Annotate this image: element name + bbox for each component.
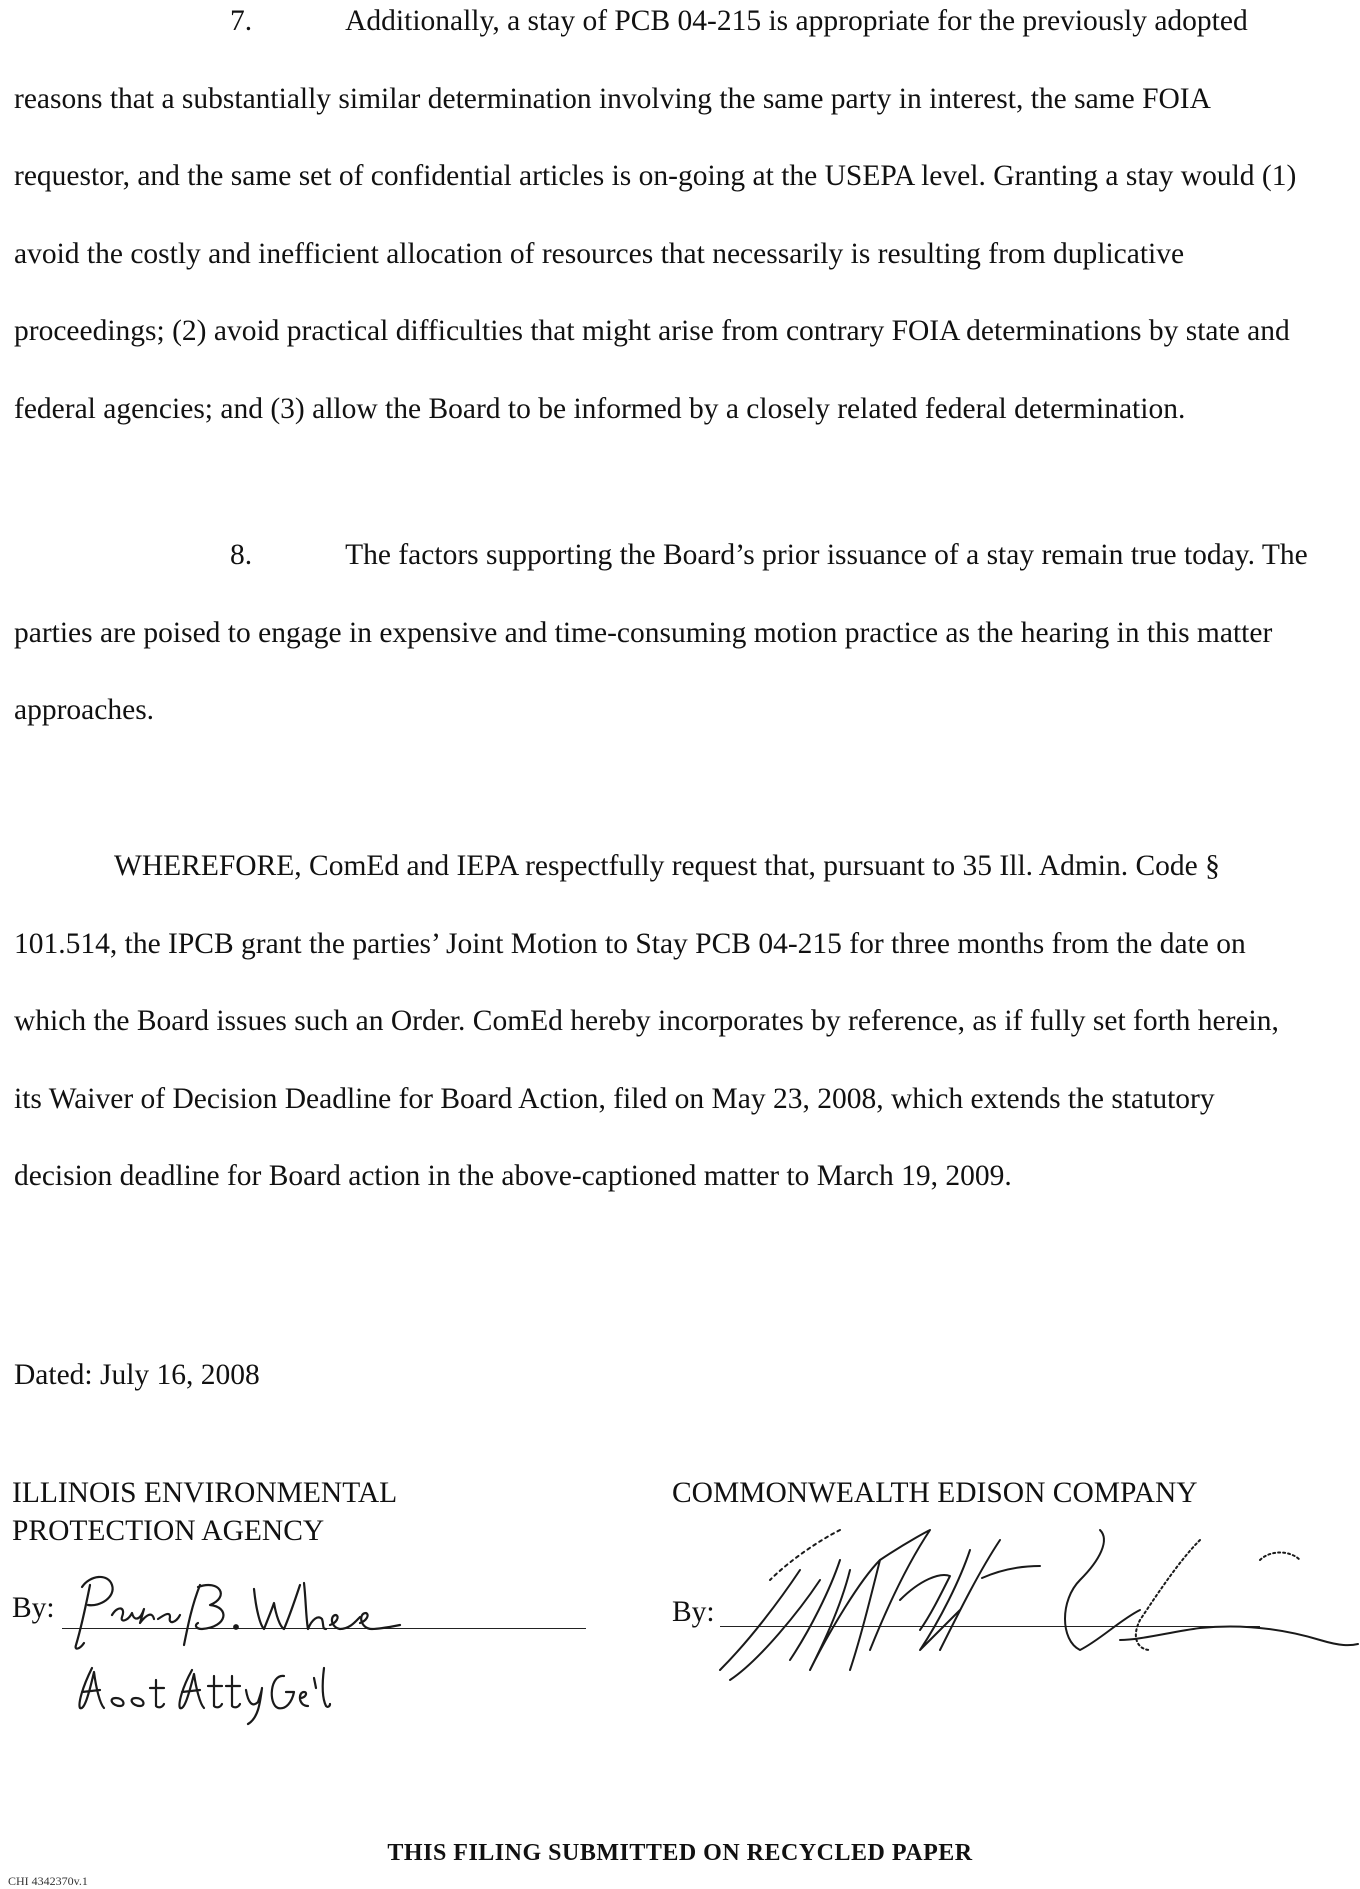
paragraph-8-number: 8. — [230, 539, 253, 571]
dated-line: Dated: July 16, 2008 — [14, 1359, 260, 1391]
wherefore-clause — [14, 828, 1314, 1216]
iepa-org-line-1: ILLINOIS ENVIRONMENTAL — [12, 1477, 398, 1509]
wherefore-text: WHEREFORE, ComEd and IEPA respectfully request that, pursuant to 35 Ill. Admin. Code § 101.514, the IPCB grant the parties’ Joint Motion to Stay PCB 04-215 for three months from the date on which the Board issues such an Order. ComEd hereby incorporates by reference, as if fully set forth herein, its Waiver of Decision Deadline for Board Action, filed on May 23, 2008, which extends the statutory decision deadline for Board action in the above-captioned matter to March 19, 2009. — [14, 850, 1279, 1192]
paragraph-8 — [14, 517, 1314, 750]
comed-handwritten-signature — [700, 1500, 1360, 1700]
iepa-signature-block — [12, 1474, 632, 1550]
iepa-by-label: By: — [12, 1592, 55, 1624]
comed-org-name: COMMONWEALTH EDISON COMPANY — [672, 1477, 1198, 1509]
iepa-handwritten-title — [72, 1658, 332, 1728]
paragraph-8-text: The factors supporting the Board’s prior issuance of a stay remain true today. The parties are poised to engage in expensive and time-consuming motion practice as the hearing in this matter approaches. — [14, 539, 1308, 726]
document-id: CHI 4342370v.1 — [8, 1874, 88, 1888]
paragraph-7-text: Additionally, a stay of PCB 04-215 is appropriate for the previously adopted reasons that a substantially similar determination involving the same party in interest, the same FOIA requestor, and the same set of confidential articles is on-going at the USEPA level. Granting a stay would (1) avoid the costly and inefficient allocation of resources that necessarily is resulting from duplicative proceedings; (2) avoid practical difficulties that might arise from contrary FOIA determinations by state and federal agencies; and (3) allow the Board to be informed by a closely related federal determination. — [14, 5, 1297, 425]
paragraph-7-number: 7. — [230, 5, 253, 37]
recycled-paper-footer: THIS FILING SUBMITTED ON RECYCLED PAPER — [387, 1840, 973, 1866]
iepa-org-line-2: PROTECTION AGENCY — [12, 1515, 325, 1547]
comed-by-label: By: — [672, 1596, 715, 1628]
paragraph-7 — [14, 0, 1314, 448]
